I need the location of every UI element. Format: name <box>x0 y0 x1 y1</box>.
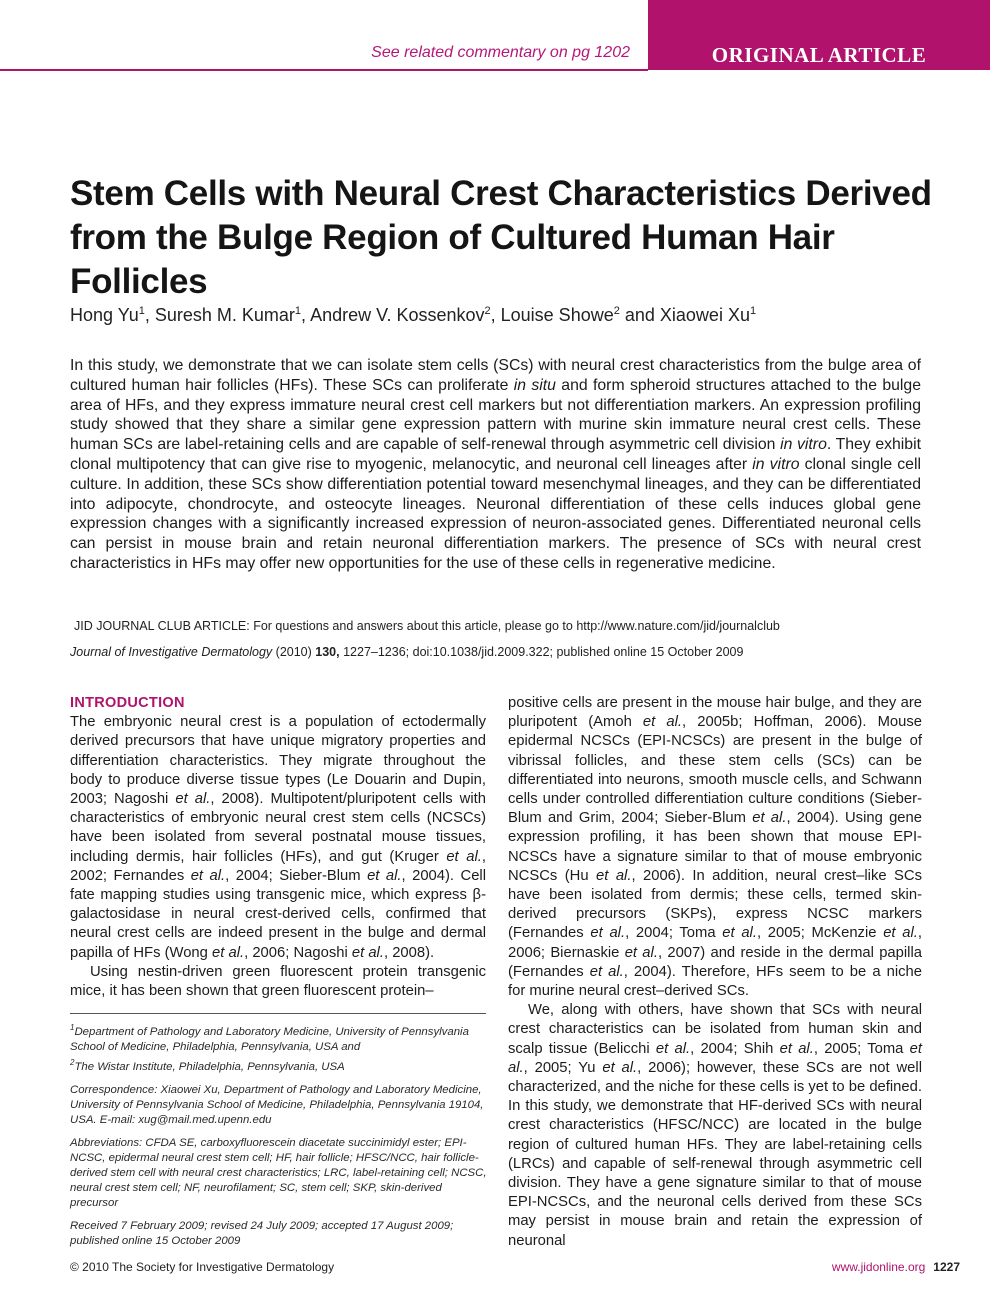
journal-website-link[interactable]: www.jidonline.org <box>831 1260 926 1274</box>
article-type-banner <box>648 0 990 70</box>
italic-text: et al. <box>190 867 226 884</box>
copyright-notice: © 2010 The Society for Investigative Dermatology <box>70 1260 335 1274</box>
italic-text: et al. <box>212 944 245 961</box>
author-name: Hong Yu <box>70 305 139 325</box>
author-affiliation-mark: 2 <box>613 305 620 317</box>
body-text: , 2006; Nagoshi <box>244 944 352 961</box>
author-name: Louise Showe <box>500 305 614 325</box>
body-paragraph <box>508 694 922 1001</box>
right-column <box>508 694 922 1251</box>
italic-text: et al. <box>351 944 384 961</box>
body-text: We, along with others, have shown that SCs with neural crest characteristics can be isolated from human skin and scalp tissue (Belicchi <box>508 1002 922 1057</box>
italic-text: et al. <box>624 944 658 961</box>
article-type-label: ORIGINAL ARTICLE <box>711 43 927 67</box>
body-text: , 2005; Toma <box>813 1040 910 1057</box>
body-text: , 2008). Multipotent/pluripotent cells with characteristics of embryonic neural crest stem cells (NCSCs) have been isolated from several postnatal mouse tissues, including dermis, hair follicles (HFs), and gut (Kruger <box>70 791 486 865</box>
footnote-rule <box>70 1013 486 1014</box>
italic-text: et al. <box>596 867 632 884</box>
italic-text: et al. <box>655 1040 691 1057</box>
abstract-text: and form spheroid structures attached to the bulge area of HFs, and they express immature neural crest cell markers but not differentiation markers. An expression profiling study showed that they share a similar gene expression pattern with murine skin immature neural crest cells. These human SCs are label-retaining cells and are capable of self-renewal through asymmetric cell division <box>70 376 921 454</box>
italic-text: et al. <box>446 848 482 865</box>
italic-text: et al. <box>602 1059 638 1076</box>
body-paragraph: Using nestin-driven green fluorescent protein transgenic mice, it has been shown that green fluorescent protein– <box>70 963 486 1000</box>
author-name: Xiaowei Xu <box>659 305 750 325</box>
abstract-italic: in vitro <box>752 455 800 473</box>
italic-text: et al. <box>722 925 757 942</box>
italic-text: et al. <box>508 1040 922 1076</box>
page-number: 1227 <box>933 1260 960 1274</box>
italic-text: et al. <box>589 963 624 980</box>
header-rule <box>0 69 648 71</box>
author-separator: and <box>619 305 660 325</box>
affiliation-mark: 2 <box>70 1057 75 1067</box>
body-text: , 2004; Shih <box>690 1040 780 1057</box>
abstract-text: In this study, we demonstrate that we can isolate stem cells (SCs) with neural crest characteristics from the bulge area of cultured human hair follicles (HFs). These SCs can proliferate <box>70 357 921 394</box>
citation-line <box>70 645 930 659</box>
author-separator: , <box>144 305 155 325</box>
body-text: positive cells are present in the mouse hair bulge, and they are pluripotent (Amoh <box>508 695 922 731</box>
italic-text: et al. <box>642 714 683 731</box>
italic-text: et al. <box>752 810 787 827</box>
related-commentary-link[interactable]: See related commentary on pg 1202 <box>371 44 630 61</box>
footnotes <box>70 1020 488 1257</box>
section-heading-introduction: INTRODUCTION <box>70 695 185 711</box>
italic-text: et al. <box>590 925 626 942</box>
author-name: Andrew V. Kossenkov <box>310 305 485 325</box>
body-text: , 2006; Biernaskie <box>508 925 922 961</box>
affiliation-1: Department of Pathology and Laboratory Medicine, University of Pennsylvania School of Medicine, Philadelphia, Pennsylvania, USA and <box>70 1025 469 1053</box>
affiliation-2: The Wistar Institute, Philadelphia, Pennsylvania, USA <box>74 1060 345 1073</box>
author-affiliation-mark: 1 <box>138 305 145 317</box>
author-affiliation-mark: 1 <box>294 305 302 317</box>
body-text: , 2004; Toma <box>625 925 723 942</box>
italic-text: et al. <box>779 1040 814 1057</box>
body-text: , 2004; Sieber-Blum <box>225 867 368 884</box>
body-text: , 2007) and reside in the dermal papilla (Fernandes <box>508 944 922 980</box>
body-text: , 2005; Yu <box>523 1059 603 1076</box>
abbreviations: Abbreviations: CFDA SE, carboxyfluorescein diacetate succinimidyl ester; EPI-NCSC, epidermal neural crest stem cell; HF, hair follicle; HFSC/NCC, hair follicle-derived stem cell with neural crest characteristics; LRC, label-retaining cell; NCSC, neural crest stem cell; NF, neurofilament; SC, stem cell; SKP, skin-derived precursor <box>70 1136 487 1209</box>
left-column <box>70 694 486 1001</box>
page-footer-right <box>832 1260 960 1274</box>
received-dates: Received 7 February 2009; revised 24 July 2009; accepted 17 August 2009; published online 15 October 2009 <box>70 1219 454 1247</box>
body-text: , 2006); however, these SCs are not well characterized, and the niche for these cells is yet to be defined. In this study, we demonstrate that HF-derived SCs with neural crest characteristics (HFSC/NCC) are located in the bulge region of cultured human HFs. They are label-retaining cells (LRCs) and capable of self-renewal through asymmetric cell division. They have a gene signature similar to that of mouse EPI-NCSCs, and the neuronal cells derived from these SCs may persist in mouse brain and retain the expression of neuronal <box>508 1059 922 1249</box>
author-affiliation-mark: 2 <box>484 305 491 317</box>
body-text: The embryonic neural crest is a population of ectodermally derived precursors that have unique migratory properties and differentiation characteristics. They migrate throughout the body to produce diverse tissue types (Le Douarin and Dupin, 2003; Nagoshi <box>70 714 486 808</box>
abstract-italic: in vitro <box>780 436 827 454</box>
body-text: , 2005; McKenzie <box>756 925 884 942</box>
author-affiliation-mark: 1 <box>749 305 757 317</box>
body-paragraph <box>508 1001 922 1251</box>
correspondence: Correspondence: Xiaowei Xu, Department of Pathology and Laboratory Medicine, University of Pennsylvania School of Medicine, Philadelphia, Pennsylvania 19104, USA. E-mail: xug@mail.med.upenn.edu <box>70 1083 484 1126</box>
citation-volume: 130, <box>315 645 340 659</box>
author-name: Suresh M. Kumar <box>154 305 295 325</box>
affiliation-mark: 1 <box>70 1023 75 1032</box>
italic-text: et al. <box>175 791 211 808</box>
affiliations <box>70 1020 488 1075</box>
article-title: Stem Cells with Neural Crest Characteristics Derived from the Bulge Region of Cultured Human Hair Follicles <box>70 174 932 301</box>
citation-year: (2010) <box>272 645 316 659</box>
body-text: , 2004). Therefore, HFs seem to be a niche for murine neural crest–derived SCs. <box>508 963 922 1000</box>
author-separator: , <box>490 305 501 325</box>
italic-text: et al. <box>367 867 402 884</box>
abstract <box>70 356 921 574</box>
citation-rest: 1227–1236; doi:10.1038/jid.2009.322; published online 15 October 2009 <box>339 645 744 659</box>
body-text: , 2002; Fernandes <box>70 848 486 884</box>
body-text: , 2008). <box>383 944 435 961</box>
body-text: , 2004). Cell fate mapping studies using transgenic mice, which express β-galactosidase in neural crest-derived cells, confirmed that neural crest cells are indeed present in the bulge and dermal papilla of HFs (Wong <box>70 867 486 961</box>
journal-club-note[interactable]: JID JOURNAL CLUB ARTICLE: For questions and answers about this article, please go to http://www.nature.com/jid/journalclub <box>74 619 780 633</box>
author-list <box>70 305 940 326</box>
body-paragraph <box>70 713 486 963</box>
abstract-italic: in situ <box>513 376 556 394</box>
abstract-text: clonal single cell culture. In addition, these SCs show differentiation potential toward mesenchymal lineages, and they can be differentiated into adipocyte, chondrocyte, and osteocyte lineages. Neuronal differentiation of these cells induces global gene expression changes with a significantly increased expression of neuron-associated genes. Differentiated neuronal cells can persist in mouse brain and retain neuronal differentiation markers. The presence of SCs with neural crest characteristics in HFs may offer new opportunities for the use of these cells in regenerative medicine. <box>70 455 921 572</box>
author-separator: , <box>301 305 311 325</box>
body-text: , 2005b; Hoffman, 2006). Mouse epidermal NCSCs (EPI-NCSCs) are present in the bulge of vibrissal follicles, and these stem cells (SCs) can be differentiated into neurons, smooth muscle cells, and Schwann cells under controlled differentiation culture conditions (Sieber-Blum and Grim, 2004; Sieber-Blum <box>508 714 922 827</box>
body-text: , 2006). In addition, neural crest–like SCs have been isolated from dermis; these cells, termed skin-derived precursors (SKPs), express NCSC markers (Fernandes <box>508 867 922 942</box>
abstract-text: . They exhibit clonal multipotency that can give rise to myogenic, melanocytic, and neuronal cell lineages after <box>70 436 921 473</box>
journal-name: Journal of Investigative Dermatology <box>70 645 273 659</box>
italic-text: et al. <box>883 925 918 942</box>
body-text: , 2004). Using gene expression profiling, it has been shown that mouse EPI-NCSCs have a signature similar to that of mouse embryonic NCSCs (Hu <box>508 810 922 884</box>
